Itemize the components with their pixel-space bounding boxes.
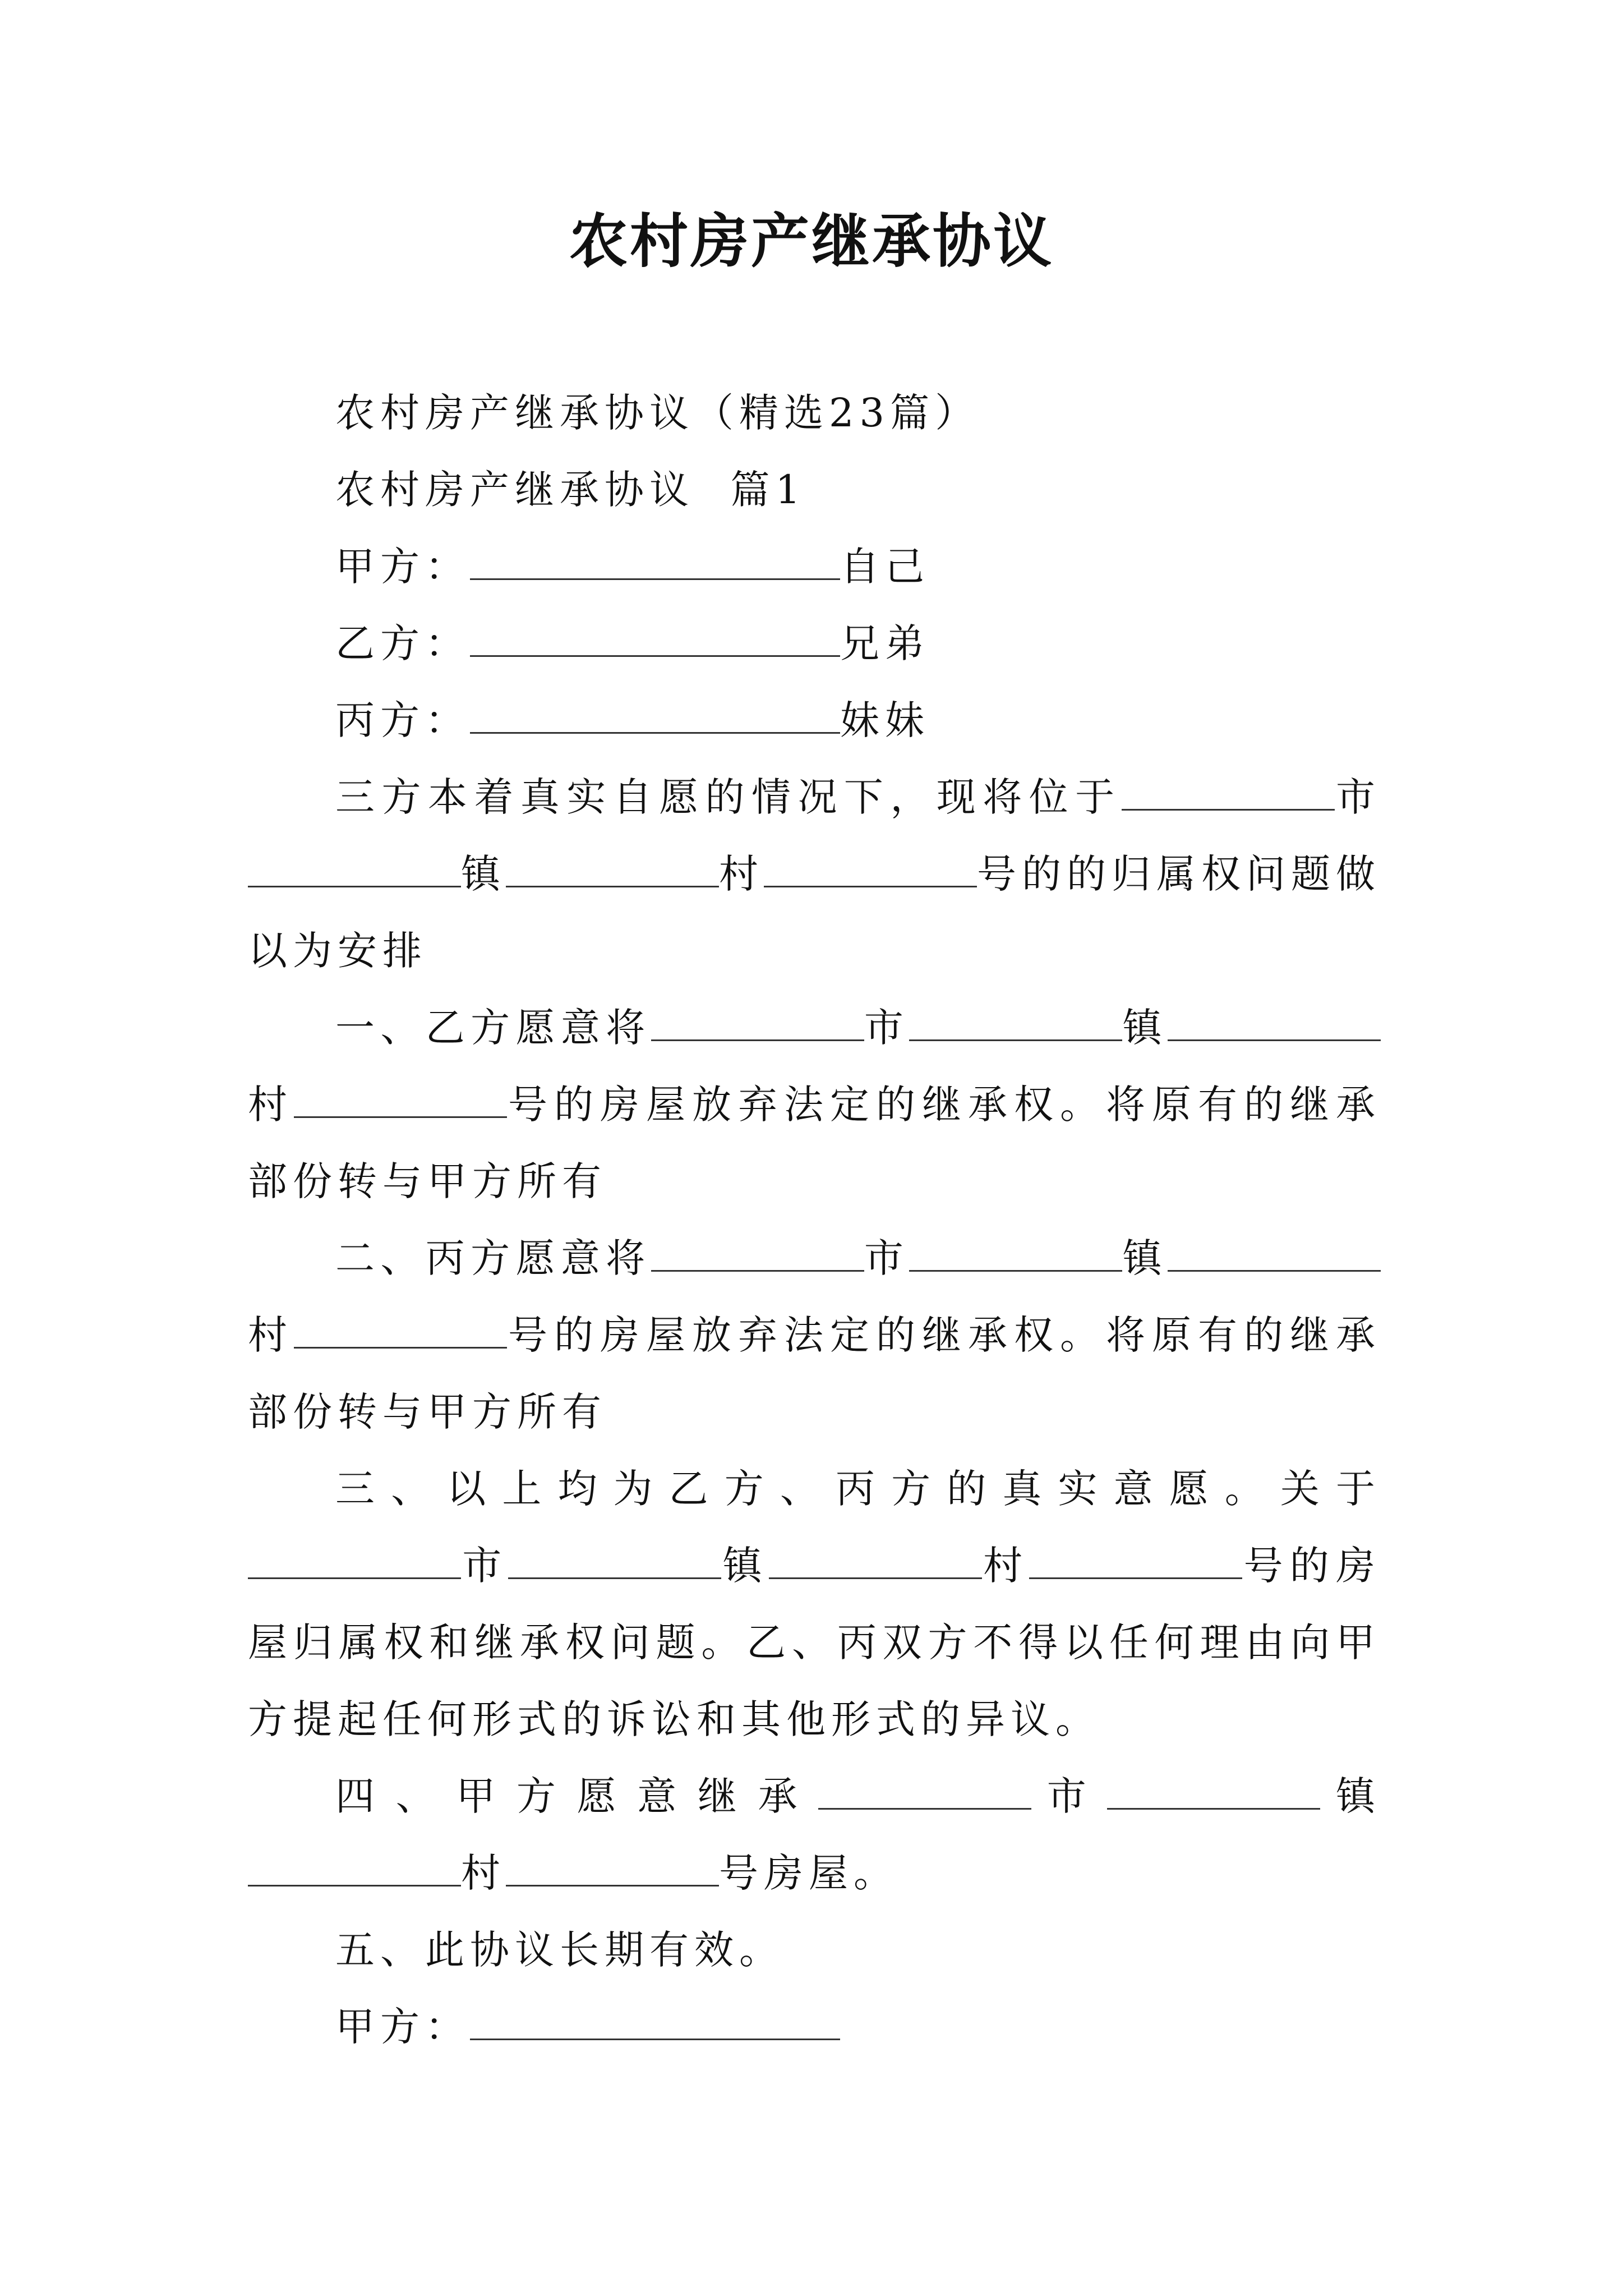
document-title: 农村房产继承协议	[569, 206, 1054, 275]
intro-town-label: 镇	[461, 851, 506, 897]
clause-3-city-label: 市	[461, 1543, 509, 1589]
clause-1-text-5: 号的房屋放弃法定的继承权。将原有的继承部份转与甲方所有	[248, 1082, 1381, 1204]
clause-2-village-label: 村	[248, 1312, 294, 1358]
intro-text-1: 三方本着真实自愿的情况下，现将位于	[335, 774, 1122, 820]
town-blank	[508, 1540, 721, 1580]
number-blank	[294, 1079, 507, 1119]
party-c-label: 丙方：	[335, 697, 470, 743]
party-b-relation: 兄弟	[840, 620, 930, 666]
clause-4	[248, 1758, 1381, 1912]
clause-1	[248, 990, 1381, 1220]
clause-4-village-label: 村	[461, 1850, 506, 1896]
number-blank	[294, 1310, 507, 1349]
clause-5: 五、此协议长期有效。	[335, 1927, 784, 1973]
intro-village-label: 村	[719, 851, 764, 897]
subtitle: 农村房产继承协议（精选23篇）	[335, 390, 980, 436]
intro-paragraph	[248, 759, 1381, 990]
village-blank	[769, 1540, 982, 1580]
clause-3-town-label: 镇	[721, 1543, 769, 1589]
clause-1-city-label: 市	[864, 1005, 910, 1051]
party-c-blank	[470, 695, 840, 734]
city-blank	[248, 1540, 461, 1580]
clause-2-text-1: 二、丙方愿意将	[335, 1235, 651, 1281]
town-blank	[909, 1233, 1122, 1272]
clause-2-text-5: 号的房屋放弃法定的继承权。将原有的继承部份转与甲方所有	[248, 1312, 1381, 1435]
town-blank	[248, 849, 461, 888]
clause-1-village-label: 村	[248, 1082, 294, 1128]
number-blank	[1029, 1540, 1242, 1580]
city-blank	[1122, 772, 1335, 811]
clause-2-city-label: 市	[864, 1235, 910, 1281]
party-b-line	[248, 605, 1381, 682]
clause-4-text-5: 号房屋。	[719, 1850, 898, 1896]
clause-4-town-label: 镇	[1320, 1773, 1381, 1819]
city-blank	[651, 1233, 864, 1272]
clause-4-text-1: 四、甲方愿意继承	[335, 1773, 819, 1819]
party-a-line	[248, 528, 1381, 605]
party-a-relation: 自己	[840, 544, 930, 590]
party-c-line	[248, 682, 1381, 759]
town-blank	[1107, 1771, 1320, 1810]
town-blank	[909, 1002, 1122, 1042]
village-blank	[1168, 1002, 1381, 1042]
number-blank	[506, 1848, 719, 1887]
clause-3-text-5: 号的房屋归属权和继承权问题。乙、丙双方不得以任何理由向甲方提起任何形式的诉讼和其他形式的异议。	[248, 1543, 1381, 1742]
clause-3-village-label: 村	[981, 1543, 1030, 1589]
party-b-blank	[470, 618, 840, 657]
section-heading: 农村房产继承协议 篇1	[335, 467, 806, 513]
intro-text-5: 号的的归属权问题做以为安排	[248, 851, 1381, 974]
number-blank	[764, 849, 977, 888]
clause-1-text-1: 一、乙方愿意将	[335, 1005, 651, 1051]
signature-label: 甲方：	[335, 2004, 470, 2050]
party-c-relation: 妹妹	[840, 697, 930, 743]
clause-3	[248, 1451, 1381, 1758]
city-blank	[818, 1771, 1031, 1810]
clause-3-text-1: 三、以上均为乙方、丙方的真实意愿。关于	[335, 1466, 1381, 1512]
clause-2-town-label: 镇	[1122, 1235, 1168, 1281]
document-body	[248, 375, 1381, 2065]
village-blank	[1168, 1233, 1381, 1272]
signature-line	[248, 1989, 1381, 2065]
party-a-blank	[470, 541, 840, 581]
party-a-label: 甲方：	[335, 544, 470, 590]
signature-blank	[470, 2001, 840, 2041]
village-blank	[248, 1848, 461, 1887]
clause-1-town-label: 镇	[1122, 1005, 1168, 1051]
city-blank	[651, 1002, 864, 1042]
party-b-label: 乙方：	[335, 620, 470, 666]
clause-2	[248, 1220, 1381, 1451]
intro-city-label: 市	[1334, 774, 1381, 820]
clause-4-city-label: 市	[1031, 1773, 1108, 1819]
village-blank	[506, 849, 719, 888]
